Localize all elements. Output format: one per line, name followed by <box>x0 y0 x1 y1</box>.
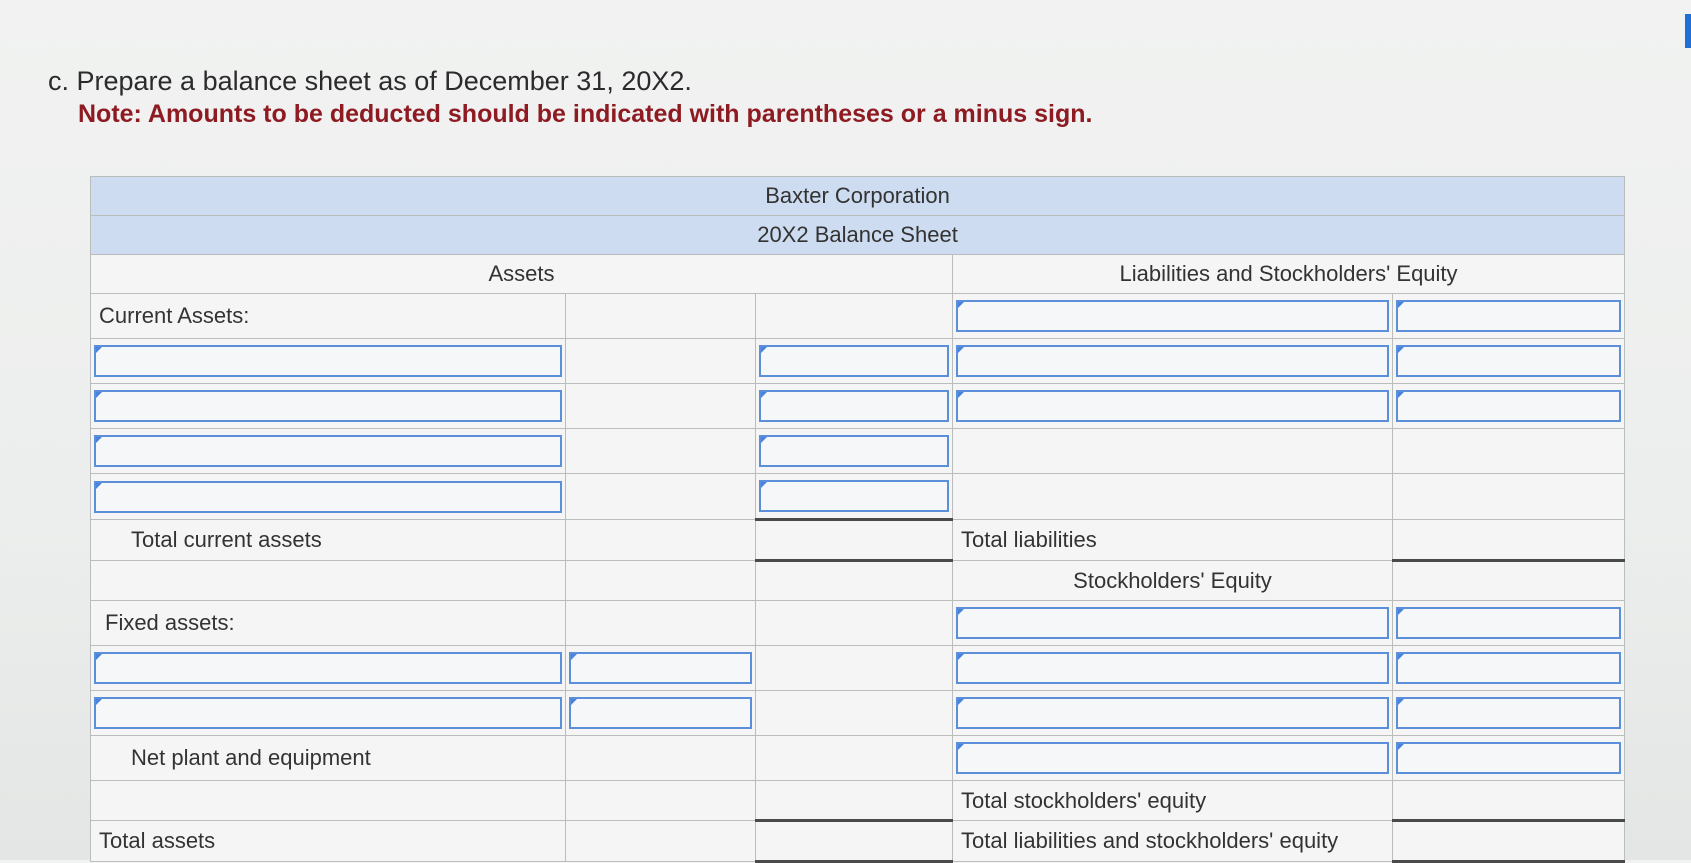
empty-cell <box>566 821 756 862</box>
empty-cell <box>566 339 756 384</box>
table-row <box>91 736 1625 781</box>
empty-cell <box>756 646 953 691</box>
liability-name-dropdown[interactable] <box>953 384 1393 429</box>
equity-name-dropdown[interactable] <box>953 601 1393 646</box>
balance-sheet-table <box>90 176 1625 863</box>
scroll-indicator[interactable] <box>1685 14 1691 48</box>
liability-amount-input[interactable] <box>1393 384 1625 429</box>
liability-amount-input[interactable] <box>1393 294 1625 339</box>
title-row <box>91 216 1625 255</box>
table-row <box>91 520 1625 561</box>
equity-amount-input[interactable] <box>1393 691 1625 736</box>
table-row <box>91 646 1625 691</box>
total-stockholders-equity-label: Total stockholders' equity <box>953 781 1393 821</box>
empty-cell <box>566 429 756 474</box>
total-liab-se-value <box>1393 821 1625 862</box>
question-note: Note: Amounts to be deducted should be indicated with parentheses or a minus sign. <box>78 100 1093 128</box>
empty-cell <box>1393 474 1625 520</box>
empty-cell <box>566 601 756 646</box>
stockholders-equity-header: Stockholders' Equity <box>953 561 1393 601</box>
fixed-asset-name-dropdown[interactable] <box>91 646 566 691</box>
column-header-row <box>91 255 1625 294</box>
fixed-asset-name-dropdown[interactable] <box>91 691 566 736</box>
empty-cell <box>566 520 756 561</box>
total-assets-label: Total assets <box>91 821 566 862</box>
total-assets-value <box>756 821 953 862</box>
total-liab-se-label: Total liabilities and stockholders' equity <box>953 821 1393 862</box>
table-row <box>91 384 1625 429</box>
current-asset-name-dropdown[interactable] <box>91 384 566 429</box>
equity-amount-input[interactable] <box>1393 736 1625 781</box>
liability-name-dropdown[interactable] <box>953 294 1393 339</box>
empty-cell <box>756 561 953 601</box>
empty-cell <box>756 294 953 339</box>
equity-name-dropdown[interactable] <box>953 691 1393 736</box>
empty-cell <box>91 561 566 601</box>
total-current-assets-label: Total current assets <box>91 520 566 561</box>
empty-cell <box>566 561 756 601</box>
empty-cell <box>756 601 953 646</box>
current-asset-amount-input[interactable] <box>756 429 953 474</box>
equity-name-dropdown[interactable] <box>953 646 1393 691</box>
table-row <box>91 429 1625 474</box>
current-asset-amount-input[interactable] <box>756 384 953 429</box>
liabilities-header: Liabilities and Stockholders' Equity <box>953 255 1625 294</box>
current-asset-amount-input[interactable] <box>756 474 953 520</box>
fixed-asset-amount-input[interactable] <box>566 646 756 691</box>
current-assets-label: Current Assets: <box>91 294 566 339</box>
empty-cell <box>566 474 756 520</box>
empty-cell <box>1393 429 1625 474</box>
current-asset-amount-input[interactable] <box>756 339 953 384</box>
equity-amount-input[interactable] <box>1393 646 1625 691</box>
fixed-asset-amount-input[interactable] <box>566 691 756 736</box>
table-row <box>91 561 1625 601</box>
empty-cell <box>566 781 756 821</box>
empty-cell <box>1393 561 1625 601</box>
total-stockholders-equity-value <box>1393 781 1625 821</box>
question-prompt: c. Prepare a balance sheet as of December 31, 20X2. <box>48 66 692 96</box>
liability-amount-input[interactable] <box>1393 339 1625 384</box>
table-row <box>91 474 1625 520</box>
empty-cell <box>566 384 756 429</box>
empty-cell <box>566 736 756 781</box>
table-row <box>91 294 1625 339</box>
current-asset-name-dropdown[interactable] <box>91 339 566 384</box>
empty-cell <box>756 691 953 736</box>
total-liabilities-label: Total liabilities <box>953 520 1393 561</box>
sheet-title: 20X2 Balance Sheet <box>91 216 1625 255</box>
fixed-assets-label: Fixed assets: <box>91 601 566 646</box>
table-row <box>91 691 1625 736</box>
net-plant-label: Net plant and equipment <box>91 736 566 781</box>
net-plant-value <box>756 736 953 781</box>
empty-cell <box>756 781 953 821</box>
current-asset-name-dropdown[interactable] <box>91 474 566 520</box>
table-row <box>91 601 1625 646</box>
empty-cell <box>953 474 1393 520</box>
equity-name-dropdown[interactable] <box>953 736 1393 781</box>
current-asset-name-dropdown[interactable] <box>91 429 566 474</box>
table-row <box>91 339 1625 384</box>
company-row <box>91 177 1625 216</box>
empty-cell <box>953 429 1393 474</box>
table-row <box>91 821 1625 862</box>
assets-header: Assets <box>91 255 953 294</box>
empty-cell <box>91 781 566 821</box>
table-row <box>91 781 1625 821</box>
company-name: Baxter Corporation <box>91 177 1625 216</box>
total-current-assets-value <box>756 520 953 561</box>
empty-cell <box>566 294 756 339</box>
liability-name-dropdown[interactable] <box>953 339 1393 384</box>
total-liabilities-value <box>1393 520 1625 561</box>
equity-amount-input[interactable] <box>1393 601 1625 646</box>
